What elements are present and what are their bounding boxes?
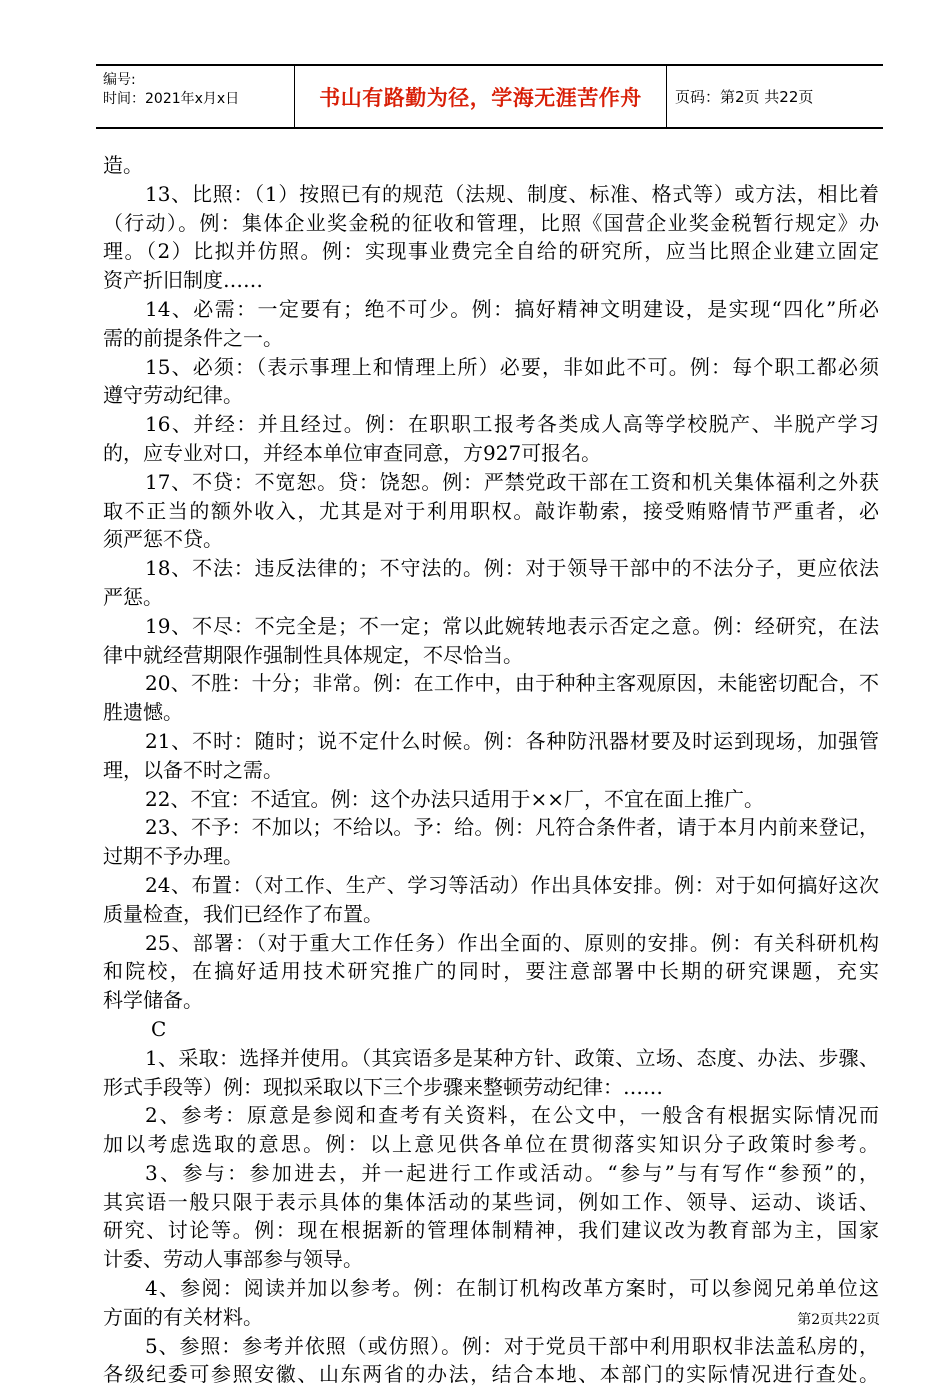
body-line: 16、并经：并且经过。例：在职职工报考各类成人高等学校脱产、半脱产学习: [145, 412, 879, 437]
body-line: 过期不予办理。: [103, 844, 243, 869]
header-page-cell: [667, 66, 883, 127]
body-line: 加以考虑选取的意思。例：以上意见供各单位在贯彻落实知识分子政策时参考。: [103, 1132, 879, 1157]
header-page-number: 页码：第2页 共22页: [675, 88, 814, 106]
body-line: 23、不予：不加以；不给以。予：给。例：凡符合条件者，请于本月内前来登记，: [145, 815, 879, 840]
body-line: 22、不宜：不适宜。例：这个办法只适用于××厂，不宜在面上推广。: [145, 786, 764, 811]
body-line: 和院校，在搞好适用技术研究推广的同时，要注意部署中长期的研究课题，充实: [103, 959, 879, 984]
body-line: 15、必须：（表示事理上和情理上所）必要，非如此不可。例：每个职工都必须: [145, 354, 879, 379]
body-line: 胜遗憾。: [103, 700, 183, 725]
section-heading: C: [151, 1016, 167, 1041]
body-line: 取不正当的额外收入，尤其是对于利用职权。敲诈勒索，接受贿赂情节严重者，必: [103, 498, 879, 523]
page-footer: [797, 1309, 880, 1329]
header-slogan: 书山有路勤为径，学海无涯苦作舟: [319, 85, 642, 110]
header-info-cell: [96, 66, 295, 127]
document-time-label: 时间：2021年x月x日: [103, 91, 240, 107]
body-line: 各级纪委可参照安徽、山东两省的办法，结合本地、本部门的实际情况进行查处。: [103, 1362, 879, 1387]
body-line: （行动）。例：集体企业奖金税的征收和管理，比照《国营企业奖金税暂行规定》办: [103, 210, 879, 235]
body-line: 造。: [103, 153, 143, 177]
page-header: [96, 64, 883, 129]
body-line: 其宾语一般只限于表示具体的集体活动的某些词，例如工作、领导、运动、谈话、: [103, 1189, 879, 1214]
body-line: 严惩。: [103, 584, 163, 609]
body-line: 需的前提条件之一。: [103, 325, 283, 350]
body-line: 研究、讨论等。例：现在根据新的管理体制精神，我们建议改为教育部为主，国家: [103, 1218, 879, 1243]
body-line: 科学储备。: [103, 988, 203, 1013]
footer-page-number: 第2页共22页: [797, 1312, 880, 1328]
body-line: 13、比照：（1）按照已有的规范（法规、制度、标准、格式等）或方法，相比着: [145, 181, 879, 206]
header-slogan-cell: [295, 66, 667, 127]
body-line: 律中就经营期限作强制性具体规定，不尽恰当。: [103, 642, 523, 667]
body-line: 25、部署：（对于重大工作任务）作出全面的、原则的安排。例：有关科研机构: [145, 930, 879, 955]
body-line: 5、参照：参考并依照（或仿照）。例：对于党员干部中利用职权非法盖私房的，: [145, 1333, 879, 1358]
body-line: 19、不尽：不完全是；不一定；常以此婉转地表示否定之意。例：经研究，在法: [145, 613, 879, 638]
body-line: 须严惩不贷。: [103, 527, 223, 552]
document-number-label: 编号:: [103, 72, 136, 88]
body-line: 24、布置：（对工作、生产、学习等活动）作出具体安排。例：对于如何搞好这次: [145, 872, 879, 897]
body-line: 4、参阅：阅读并加以参考。例：在制订机构改革方案时，可以参阅兄弟单位这: [145, 1276, 879, 1301]
document-body: [103, 151, 879, 1389]
body-line: 的，应专业对口，并经本单位审查同意，方927可报名。: [103, 440, 602, 465]
body-line: 1、采取：选择并使用。（其宾语多是某种方针、政策、立场、态度、办法、步骤、: [145, 1045, 879, 1070]
body-line: 计委、劳动人事部参与领导。: [103, 1247, 363, 1272]
body-line: 14、必需：一定要有；绝不可少。例：搞好精神文明建设，是实现“四化”所必: [145, 296, 879, 321]
body-line: 遵守劳动纪律。: [103, 383, 243, 408]
body-line: 20、不胜：十分；非常。例：在工作中，由于种种主客观原因，未能密切配合，不: [145, 671, 879, 696]
body-line: 2、参考：原意是参阅和查考有关资料，在公文中，一般含有根据实际情况而: [145, 1103, 879, 1128]
body-line: 形式手段等）例：现拟采取以下三个步骤来整顿劳动纪律：……: [103, 1074, 663, 1099]
body-line: 18、不法：违反法律的；不守法的。例：对于领导干部中的不法分子，更应依法: [145, 556, 879, 581]
body-line: 质量检查，我们已经作了布置。: [103, 901, 383, 926]
body-line: 21、不时：随时；说不定什么时候。例：各种防汛器材要及时运到现场，加强管: [145, 728, 879, 753]
body-line: 理，以备不时之需。: [103, 757, 283, 782]
body-line: 资产折旧制度……: [103, 268, 263, 293]
body-line: 3、参与：参加进去，并一起进行工作或活动。“参与”与有写作“参预”的，: [145, 1160, 879, 1185]
body-line: 理。（2）比拟并仿照。例：实现事业费完全自给的研究所，应当比照企业建立固定: [103, 239, 879, 264]
body-line: 方面的有关材料。: [103, 1304, 263, 1329]
body-line: 17、不贷：不宽恕。贷：饶恕。例：严禁党政干部在工资和机关集体福利之外获: [145, 469, 879, 494]
